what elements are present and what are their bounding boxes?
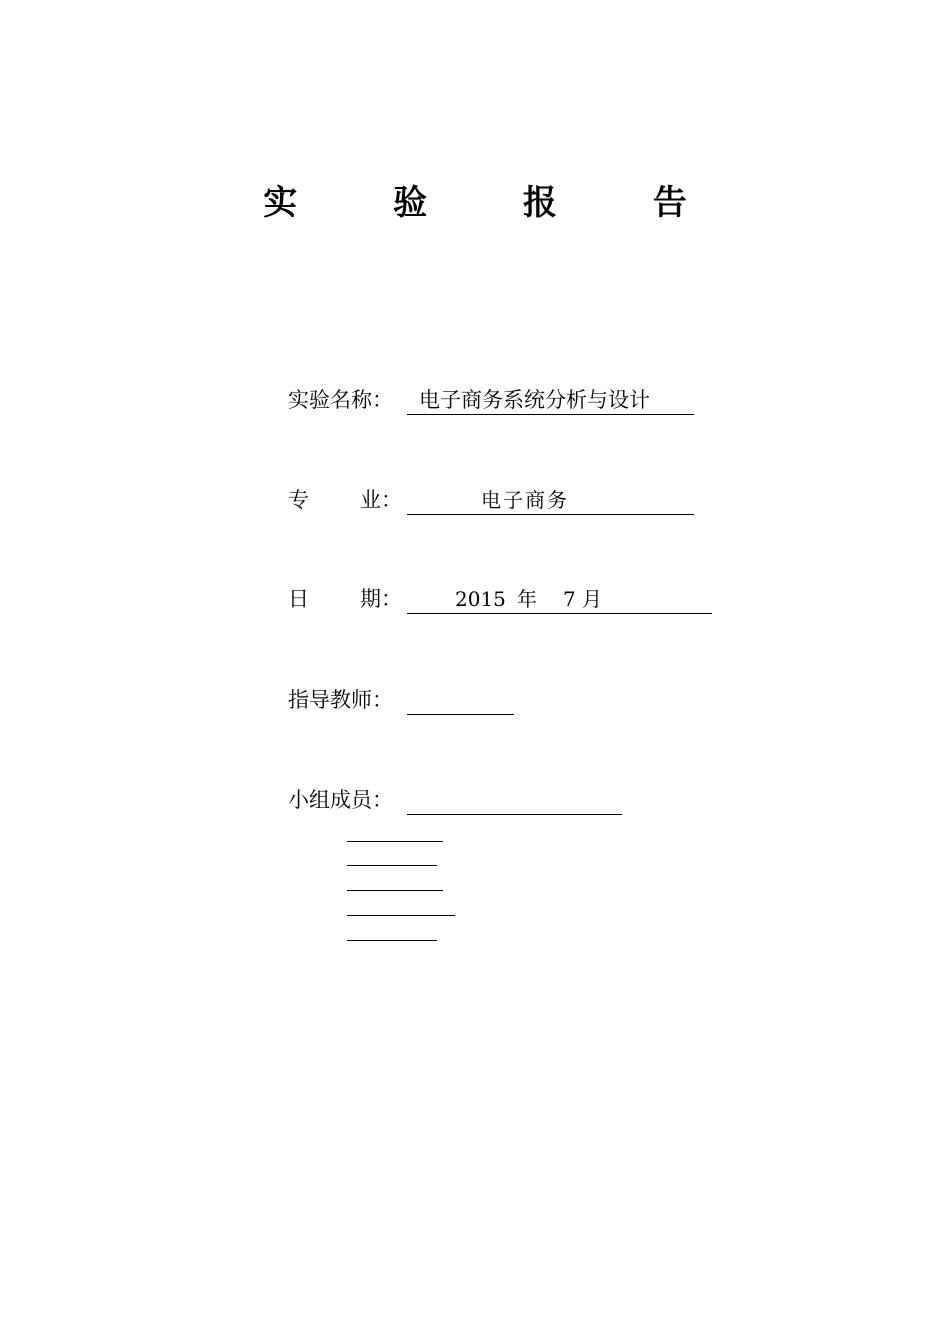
experiment-name-label: 实验名称： xyxy=(288,388,393,412)
date-year-unit: 年 xyxy=(517,587,537,611)
major-value: 电子商务 xyxy=(481,488,569,512)
member-blank-line xyxy=(347,841,443,842)
advisor-label: 指导教师： xyxy=(288,688,393,712)
date-month: 7 xyxy=(563,587,576,611)
member-blank-line xyxy=(347,890,443,891)
major-label-second: 业： xyxy=(360,488,402,512)
date-field xyxy=(407,585,712,614)
major-field xyxy=(407,486,694,515)
date-month-unit: 月 xyxy=(582,587,602,611)
member-blank-line xyxy=(347,865,437,866)
date-label-second: 期： xyxy=(360,587,402,611)
major-label-first: 专 xyxy=(288,488,309,512)
member-blank-line xyxy=(347,940,437,941)
members-label: 小组成员： xyxy=(288,788,393,812)
experiment-name-value: 电子商务系统分析与设计 xyxy=(419,388,650,412)
advisor-field xyxy=(407,686,514,715)
member-blank-line xyxy=(347,915,455,916)
date-year: 2015 xyxy=(455,587,506,611)
page-title: 实 验 报 告 xyxy=(263,183,729,223)
experiment-name-field xyxy=(407,386,694,415)
members-field xyxy=(407,786,622,815)
date-label-first: 日 xyxy=(288,587,309,611)
